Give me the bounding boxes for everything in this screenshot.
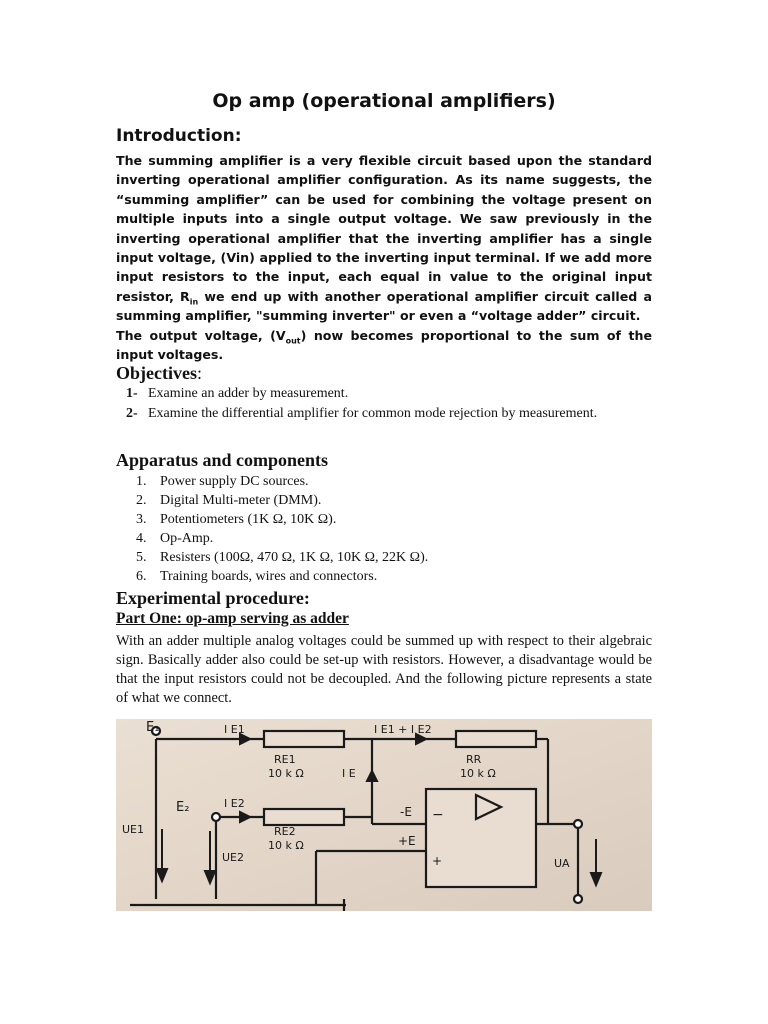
- procedure-heading: Experimental procedure:: [116, 588, 310, 608]
- introduction-paragraph-1: The summing amplifier is a very flexible circuit based upon the standard inverting operational amplifier configuration. As its name suggests, the “summing amplifier” can be used for combining the voltage present on multiple inputs into a single output voltage. We saw previously in the inverting operational amplifier that the inverting amplifier has a single input voltage, (Vin) applied to the inverting input terminal. If we add more input resistors to the input, each equal in value to the original input resistor, $R_{in}$ we end up with another operational amplifier circuit called a summing amplifier, "summing inverter" or even a “voltage adder” circuit.: [116, 153, 652, 324]
- objective-item: 2- Examine the differential amplifier for common mode rejection by measurement.: [126, 406, 598, 421]
- resistor-re1: [264, 731, 344, 747]
- resistor-re2: [264, 809, 344, 825]
- label-plus-e: +E: [398, 834, 416, 848]
- apparatus-list: [136, 472, 428, 586]
- apparatus-item: 2. Digital Multi-meter (DMM).: [136, 493, 322, 508]
- adder-circuit-diagram: [116, 719, 652, 911]
- label-ue1: UE1: [122, 823, 144, 836]
- label-re1-value: 10 k Ω: [268, 767, 304, 780]
- label-ua: UA: [554, 857, 570, 870]
- procedure-text: With an adder multiple analog voltages could be summed up with respect to their algebraic sign. Basically adder also could be set-up with resistors. However, a disadvantage would be that the input resistors could not be decoupled. And the following picture represents a state of what we connect.: [116, 633, 652, 706]
- label-ie2: I E2: [224, 797, 245, 810]
- apparatus-item: 4. Op-Amp.: [136, 531, 214, 546]
- photo-background: [116, 719, 652, 911]
- terminal-icon: [212, 813, 220, 821]
- apparatus-item: 5. Resisters (100Ω, 470 Ω, 1K Ω, 10K Ω, 22K Ω).: [136, 550, 429, 565]
- objectives-list: [126, 384, 646, 424]
- apparatus-item: 1. Power supply DC sources.: [136, 474, 309, 489]
- label-minus-e: -E: [400, 805, 412, 819]
- objective-item: 1- Examine an adder by measurement.: [126, 386, 349, 401]
- label-ie1-ie2: I E1 + I E2: [374, 723, 432, 736]
- label-ie: I E: [342, 767, 356, 780]
- page-title: Op amp (operational amplifiers): [212, 90, 556, 112]
- introduction-heading: Introduction:: [116, 126, 242, 146]
- label-re2-value: 10 k Ω: [268, 839, 304, 852]
- terminal-icon: [574, 820, 582, 828]
- part-one-heading: Part One: op-amp serving as adder: [116, 610, 349, 627]
- terminal-icon: [574, 895, 582, 903]
- label-re1: RE1: [274, 753, 296, 766]
- label-rr-value: 10 k Ω: [460, 767, 496, 780]
- resistor-rr: [456, 731, 536, 747]
- apparatus-item: 3. Potentiometers (1K Ω, 10K Ω).: [136, 512, 337, 527]
- opamp-box: [426, 789, 536, 887]
- label-ue2: UE2: [222, 851, 244, 864]
- label-re2: RE2: [274, 825, 296, 838]
- label-rr: RR: [466, 753, 482, 766]
- apparatus-heading: Apparatus and components: [116, 450, 329, 470]
- introduction-text: [116, 151, 652, 364]
- label-e1: E₁: [146, 720, 160, 735]
- label-ie1: I E1: [224, 723, 245, 736]
- label-minus: −: [432, 807, 444, 823]
- apparatus-item: 6. Training boards, wires and connectors.: [136, 569, 378, 584]
- label-e2: E₂: [176, 800, 190, 815]
- label-plus: +: [432, 854, 443, 868]
- objectives-heading: Objectives:: [116, 363, 202, 383]
- introduction-paragraph-2: The output voltage, $(V_{out})$ now becomes proportional to the sum of the input voltages.: [116, 327, 652, 363]
